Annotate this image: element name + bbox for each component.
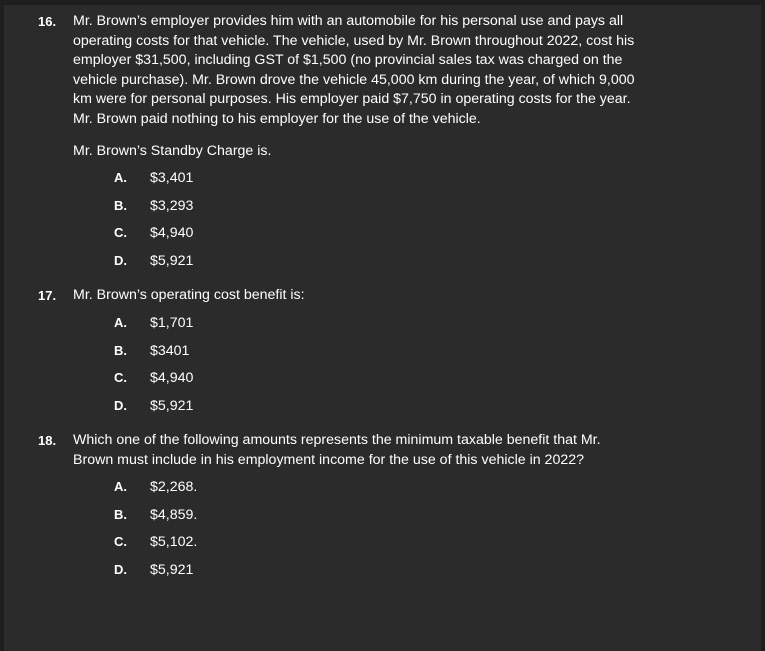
question-text — [73, 431, 693, 470]
option-letter: B. — [114, 342, 127, 358]
answer-option-d[interactable] — [114, 251, 193, 279]
answer-option-a[interactable] — [114, 313, 193, 341]
answer-option-a[interactable] — [114, 168, 193, 196]
answer-option-a[interactable] — [114, 477, 197, 505]
option-value: $5,102. — [150, 534, 198, 550]
option-value: $4,940 — [150, 370, 194, 386]
question-text — [73, 12, 693, 129]
question-line: Mr. Brown paid nothing to his employer for the use of the vehicle. — [73, 110, 481, 127]
question-line: operating costs for that vehicle. The vehicle, used by Mr. Brown throughout 2022, cost his — [73, 32, 635, 49]
option-value: $5,921 — [150, 252, 194, 269]
option-letter: C. — [114, 534, 127, 549]
answer-option-d[interactable] — [114, 396, 193, 424]
question-line: km were for personal purposes. His employer paid $7,750 in operating costs for the year. — [73, 91, 631, 107]
question-number: 17. — [38, 288, 57, 303]
question-line: Mr. Brown’s employer provides him with an automobile for his personal use and pays all — [73, 13, 624, 29]
option-value: $1,701 — [150, 315, 194, 331]
question-prompt: Mr. Brown’s Standby Charge is. — [73, 143, 272, 159]
option-value: $3,293 — [150, 197, 194, 214]
option-value: $2,268. — [150, 479, 198, 495]
option-letter: A. — [114, 315, 127, 330]
option-value: $4,859. — [150, 506, 198, 523]
option-value: $4,940 — [150, 225, 194, 241]
option-letter: D. — [114, 397, 127, 413]
option-value: $5,921 — [150, 561, 194, 578]
question-line: Brown must include in his employment income for the use of this vehicle in 2022? — [73, 451, 585, 468]
question-line: vehicle purchase). Mr. Brown drove the vehicle 45,000 km during the year, of which 9,000 — [73, 71, 635, 88]
answer-option-d[interactable] — [114, 560, 197, 588]
option-letter: B. — [114, 197, 127, 213]
answer-options — [114, 313, 193, 423]
question-text — [73, 286, 693, 306]
option-value: $5,921 — [150, 397, 194, 414]
option-letter: D. — [114, 561, 127, 577]
option-letter: C. — [114, 225, 127, 240]
option-letter: D. — [114, 252, 127, 268]
option-letter: B. — [114, 506, 127, 522]
question-number: 16. — [38, 14, 57, 29]
answer-options — [114, 168, 193, 278]
answer-option-b[interactable] — [114, 196, 193, 224]
question-line: Which one of the following amounts represents the minimum taxable benefit that Mr. — [73, 432, 601, 448]
answer-option-b[interactable] — [114, 341, 193, 369]
option-letter: C. — [114, 370, 127, 385]
answer-option-c[interactable] — [114, 368, 193, 396]
option-value: $3401 — [150, 342, 190, 359]
answer-option-c[interactable] — [114, 223, 193, 251]
question-line: employer $31,500, including GST of $1,500 (no provincial sales tax was charged on the — [73, 52, 623, 68]
answer-option-c[interactable] — [114, 532, 197, 560]
option-value: $3,401 — [150, 170, 194, 186]
answer-option-b[interactable] — [114, 505, 197, 533]
option-letter: A. — [114, 479, 127, 494]
question-number: 18. — [38, 433, 57, 448]
answer-options — [114, 477, 197, 587]
question-line: Mr. Brown’s operating cost benefit is: — [73, 287, 305, 303]
option-letter: A. — [114, 170, 127, 185]
